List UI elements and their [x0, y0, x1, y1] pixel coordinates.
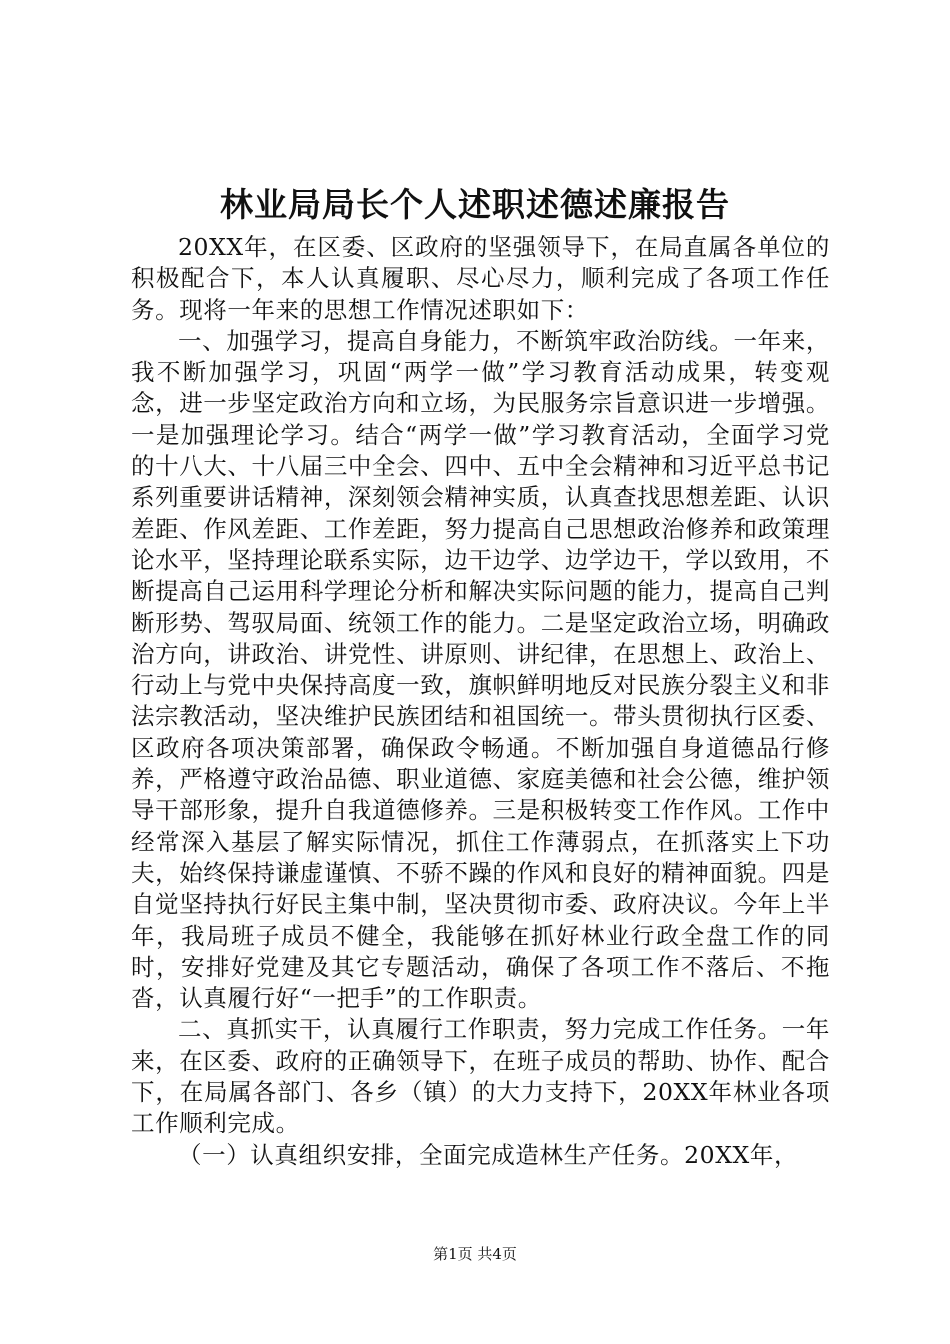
paragraph-subsection-1: （一）认真组织安排，全面完成造林生产任务。20XX年，	[178, 1140, 799, 1169]
document-body	[131, 232, 830, 1171]
paragraph-section-2: 二、真抓实干，认真履行工作职责，努力完成工作任务。一年来，在区委、政府的正确领导下，在班子成员的帮助、协作、配合下，在局属各部门、各乡（镇）的大力支持下，20XX年林业各项工作顺利完成。	[131, 1015, 830, 1138]
page-number-footer: 第1页 共4页	[433, 1245, 517, 1263]
paragraph-section-1: 一、加强学习，提高自身能力，不断筑牢政治防线。一年来，我不断加强学习，巩固“两学一做”学习教育活动成果，转变观念，进一步坚定政治方向和立场，为民服务宗旨意识进一步增强。一是加强理论学习。结合“两学一做”学习教育活动，全面学习党的十八大、十八届三中全会、四中、五中全会精神和习近平总书记系列重要讲话精神，深刻领会精神实质，认真查找思想差距、认识差距、作风差距、工作差距，努力提高自己思想政治修养和政策理论水平，坚持理论联系实际，边干边学、边学边干，学以致用，不断提高自己运用科学理论分析和解决实际问题的能力，提高自己判断形势、驾驭局面、统领工作的能力。二是坚定政治立场，明确政治方向，讲政治、讲党性、讲原则、讲纪律，在思想上、政治上、行动上与党中央保持高度一致，旗帜鲜明地反对民族分裂主义和非法宗教活动，坚决维护民族团结和祖国统一。带头贯彻执行区委、区政府各项决策部署，确保政令畅通。不断加强自身道德品行修养，严格遵守政治品德、职业道德、家庭美德和社会公德，维护领导干部形象，提升自我道德修养。三是积极转变工作作风。工作中经常深入基层了解实际情况，抓住工作薄弱点，在抓落实上下功夫，始终保持谦虚谨慎、不骄不躁的作风和良好的精神面貌。四是自觉坚持执行好民主集中制，坚决贯彻市委、政府决议。今年上半年，我局班子成员不健全，我能够在抓好林业行政全盘工作的同时，安排好党建及其它专题活动，确保了各项工作不落后、不拖沓，认真履行好“一把手”的工作职责。	[131, 326, 830, 1013]
paragraph-intro: 20XX年，在区委、区政府的坚强领导下，在局直属各单位的积极配合下，本人认真履职、尽心尽力，顺利完成了各项工作任务。现将一年来的思想工作情况述职如下：	[131, 233, 830, 324]
document-title: 林业局局长个人述职述德述廉报告	[220, 185, 730, 224]
